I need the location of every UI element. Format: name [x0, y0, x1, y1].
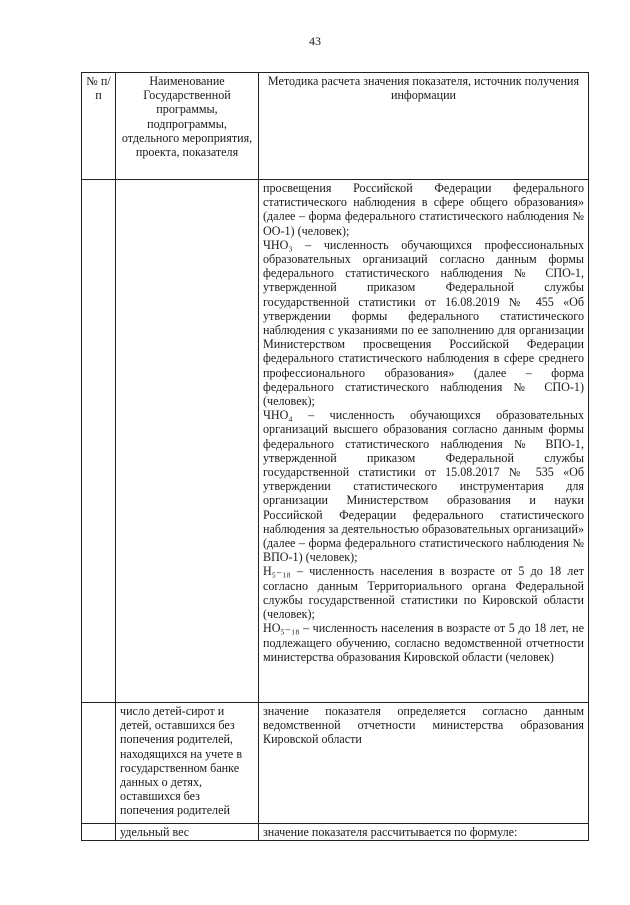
- method-paragraph: значение показателя рассчитывается по формуле:: [263, 825, 518, 839]
- page-number: 43: [309, 34, 321, 48]
- header-method: Методика расчета значения показателя, источник получения информации: [259, 73, 589, 180]
- cell-name: удельный вес: [116, 824, 259, 841]
- cell-name: число детей-сирот и детей, оставшихся без попечения родителей, находящихся на учете в государственном банке данных о детях, оставшихся без попечения родителей: [116, 703, 259, 824]
- table-row: [82, 824, 589, 841]
- header-number: № п/п: [82, 73, 116, 180]
- method-paragraph: ЧНО₃ – численность обучающихся профессиональных образовательных организаций согласно данным формы федерального статистического наблюдения № СПО-1, утвержденной приказом Федеральной службы государственной статистики от 16.08.2019 № 455 «Об утверждении формы федерального статистического наблюдения с указаниями по ее заполнению для организации Министерством просвещения Российской Федерации федерального статистического наблюдения в сфере среднего профессионального образования» (далее – форма федерального статистического наблюдения № СПО-1) (человек);: [263, 237, 584, 409]
- table-row: [82, 180, 589, 703]
- cell-name: [116, 180, 259, 703]
- method-paragraph: НО₅₋₁₈ – численность населения в возрасте от 5 до 18 лет, не подлежащего обучению, согласно ведомственной отчетности министерства образования Кировской области (человек): [263, 621, 584, 664]
- cell-number: [82, 180, 116, 703]
- method-paragraph: значение показателя определяется согласно данным ведомственной отчетности министерства образования Кировской области: [263, 704, 584, 747]
- header-name: Наименование Государственной программы, подпрограммы, отдельного мероприятия, проекта, показателя: [116, 73, 259, 180]
- method-paragraph: ЧНО₄ – численность обучающихся образовательных организаций высшего образования согласно данным формы федерального статистического наблюдения № ВПО-1, утвержденной приказом Федеральной службы государственной статистики от 15.08.2017 № 535 «Об утверждении статистического инструментария для организации Министерством образования и науки Российской Федерации федерального статистического наблюдения за деятельностью образовательных организаций» (далее – форма федерального статистического наблюдения № ВПО-1) (человек);: [263, 408, 584, 565]
- table-header-row: [82, 73, 589, 180]
- cell-method: [259, 703, 589, 824]
- cell-number: [82, 703, 116, 824]
- cell-method: [259, 180, 589, 703]
- indicator-table: [81, 72, 589, 841]
- method-paragraph: просвещения Российской Федерации федерального статистического наблюдения в сфере общего образования» (далее – форма федерального статистического наблюдения № ОО-1) (человек);: [263, 181, 584, 238]
- cell-number: [82, 824, 116, 841]
- table-row: [82, 703, 589, 824]
- method-paragraph: Н₅₋₁₈ – численность населения в возрасте от 5 до 18 лет согласно данным Территориального органа Федеральной службы государственной статистики по Кировской области (человек);: [263, 564, 584, 622]
- cell-method: [259, 824, 589, 841]
